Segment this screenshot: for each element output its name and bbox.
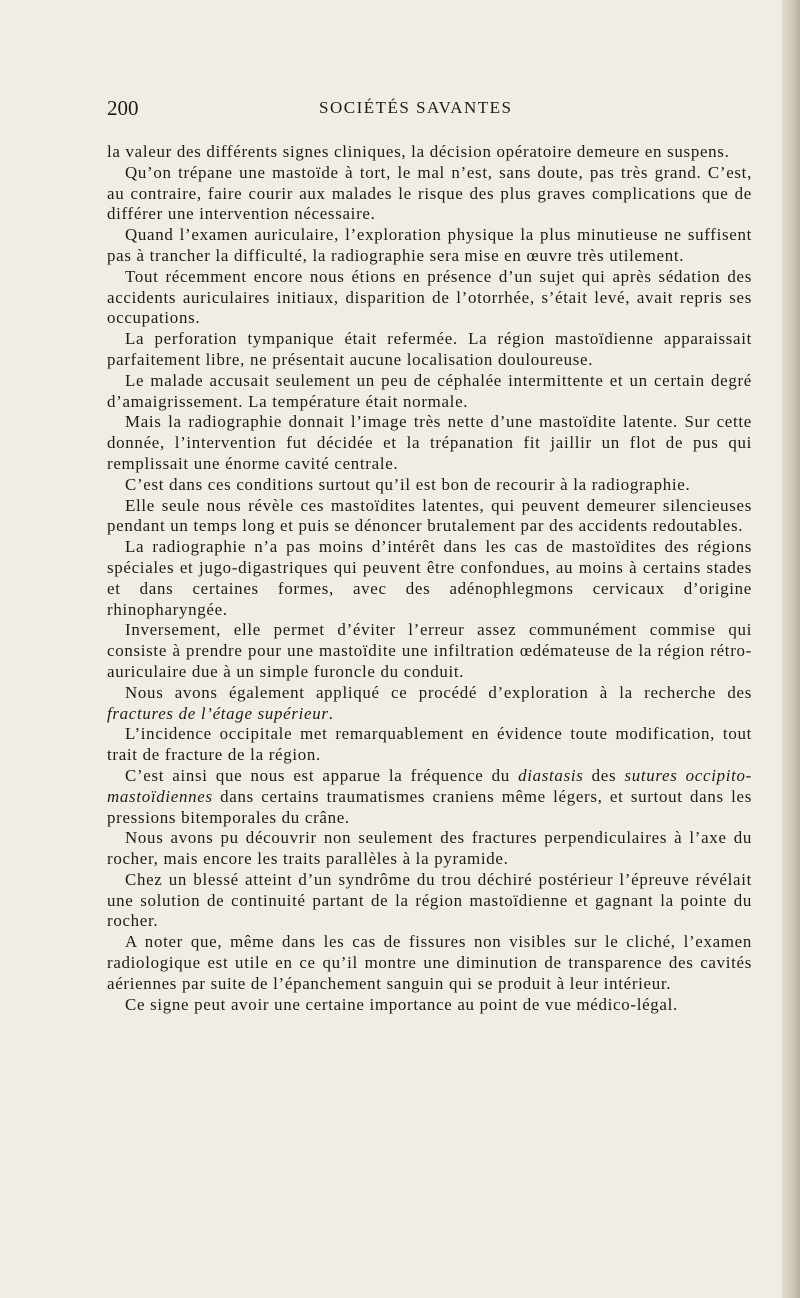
- running-title: SOCIÉTÉS SAVANTES: [319, 98, 513, 117]
- paragraph: C’est dans ces conditions surtout qu’il est bon de recourir à la radiographie.: [125, 474, 691, 494]
- italic-term: fractures de l’étage supérieur: [107, 703, 329, 723]
- paragraph: [107, 683, 752, 725]
- text-run: C’est ainsi que nous est apparue la fréquence du: [125, 765, 519, 785]
- italic-term: diastasis: [518, 765, 584, 785]
- body-text: [107, 142, 752, 1015]
- paragraph: La radiographie n’a pas moins d’intérêt dans les cas de mastoïdites des régions spéciales et jugo-digastriques qui peuvent être confondues, au moins à certains stades et dans certaines formes, avec des adénophlegmons cervicaux d’origine rhinopharyngée.: [107, 537, 752, 619]
- page-number: 200: [107, 96, 139, 120]
- paragraph: La perforation tympanique était refermée. La région mastoïdienne apparaissait parfaitement libre, ne présentait aucune localisation douloureuse.: [107, 329, 752, 369]
- paragraph: Tout récemment encore nous étions en présence d’un sujet qui après sédation des accidents auriculaires initiaux, disparition de l’otorrhée, s’était levé, avait repris ses occupations.: [107, 266, 752, 328]
- paragraph: Chez un blessé atteint d’un syndrôme du trou déchiré postérieur l’épreuve révélait une solution de continuité partant de la région mastoïdienne et gagnant la pointe du rocher.: [107, 869, 752, 931]
- paragraph: Inversement, elle permet d’éviter l’erreur assez communément commise qui consiste à prendre pour une mastoïdite une infiltration œdémateuse de la région rétro-auriculaire due à un simple furoncle du conduit.: [107, 620, 752, 681]
- paragraph: [107, 766, 752, 828]
- book-spine-edge: [782, 0, 800, 1298]
- page-header: [107, 96, 747, 122]
- paragraph: A noter que, même dans les cas de fissures non visibles sur le cliché, l’examen radiologique est utile en ce qu’il montre une diminution de transparence des cavités aériennes par suite de l’épanchement sanguin qui se produit à leur intérieur.: [107, 932, 752, 993]
- text-run: dans certains traumatismes craniens même légers, et surtout dans les pressions bitemporales du crâne.: [107, 786, 752, 827]
- italic-term: sutures occipito-mastoïdiennes: [107, 765, 752, 806]
- paragraph: Elle seule nous révèle ces mastoïdites latentes, qui peuvent demeurer silencieuses pendant un temps long et puis se dénoncer brutalement par des accidents redoutables.: [107, 495, 752, 536]
- paragraph: L’incidence occipitale met remarquablement en évidence toute modification, tout trait de fracture de la région.: [107, 724, 752, 765]
- text-run: des: [583, 765, 625, 785]
- text-run: Nous avons également appliqué ce procédé d’exploration à la recherche des: [125, 682, 752, 702]
- paragraph: la valeur des différents signes cliniques, la décision opératoire demeure en suspens.: [107, 142, 730, 161]
- paragraph: Nous avons pu découvrir non seulement des fractures perpendiculaires à l’axe du rocher, mais encore les traits parallèles à la pyramide.: [107, 828, 752, 869]
- text-run: .: [328, 703, 334, 723]
- paragraph: Quand l’examen auriculaire, l’exploration physique la plus minutieuse ne suffisent pas à trancher la difficulté, la radiographie sera mise en œuvre très utilement.: [107, 225, 752, 265]
- paragraph: Qu’on trépane une mastoïde à tort, le mal n’est, sans doute, pas très grand. C’est, au contraire, faire courir aux malades le risque des plus graves complications que de différer une intervention nécessaire.: [107, 162, 752, 224]
- paragraph: Ce signe peut avoir une certaine importance au point de vue médico-légal.: [125, 994, 678, 1014]
- paragraph: Mais la radiographie donnait l’image très nette d’une mastoïdite latente. Sur cette donnée, l’intervention fut décidée et la trépanation fit jaillir un flot de pus qui remplissait une énorme cavité centrale.: [107, 412, 752, 473]
- paragraph: Le malade accusait seulement un peu de céphalée intermittente et un certain degré d’amaigrissement. La température était normale.: [107, 370, 752, 411]
